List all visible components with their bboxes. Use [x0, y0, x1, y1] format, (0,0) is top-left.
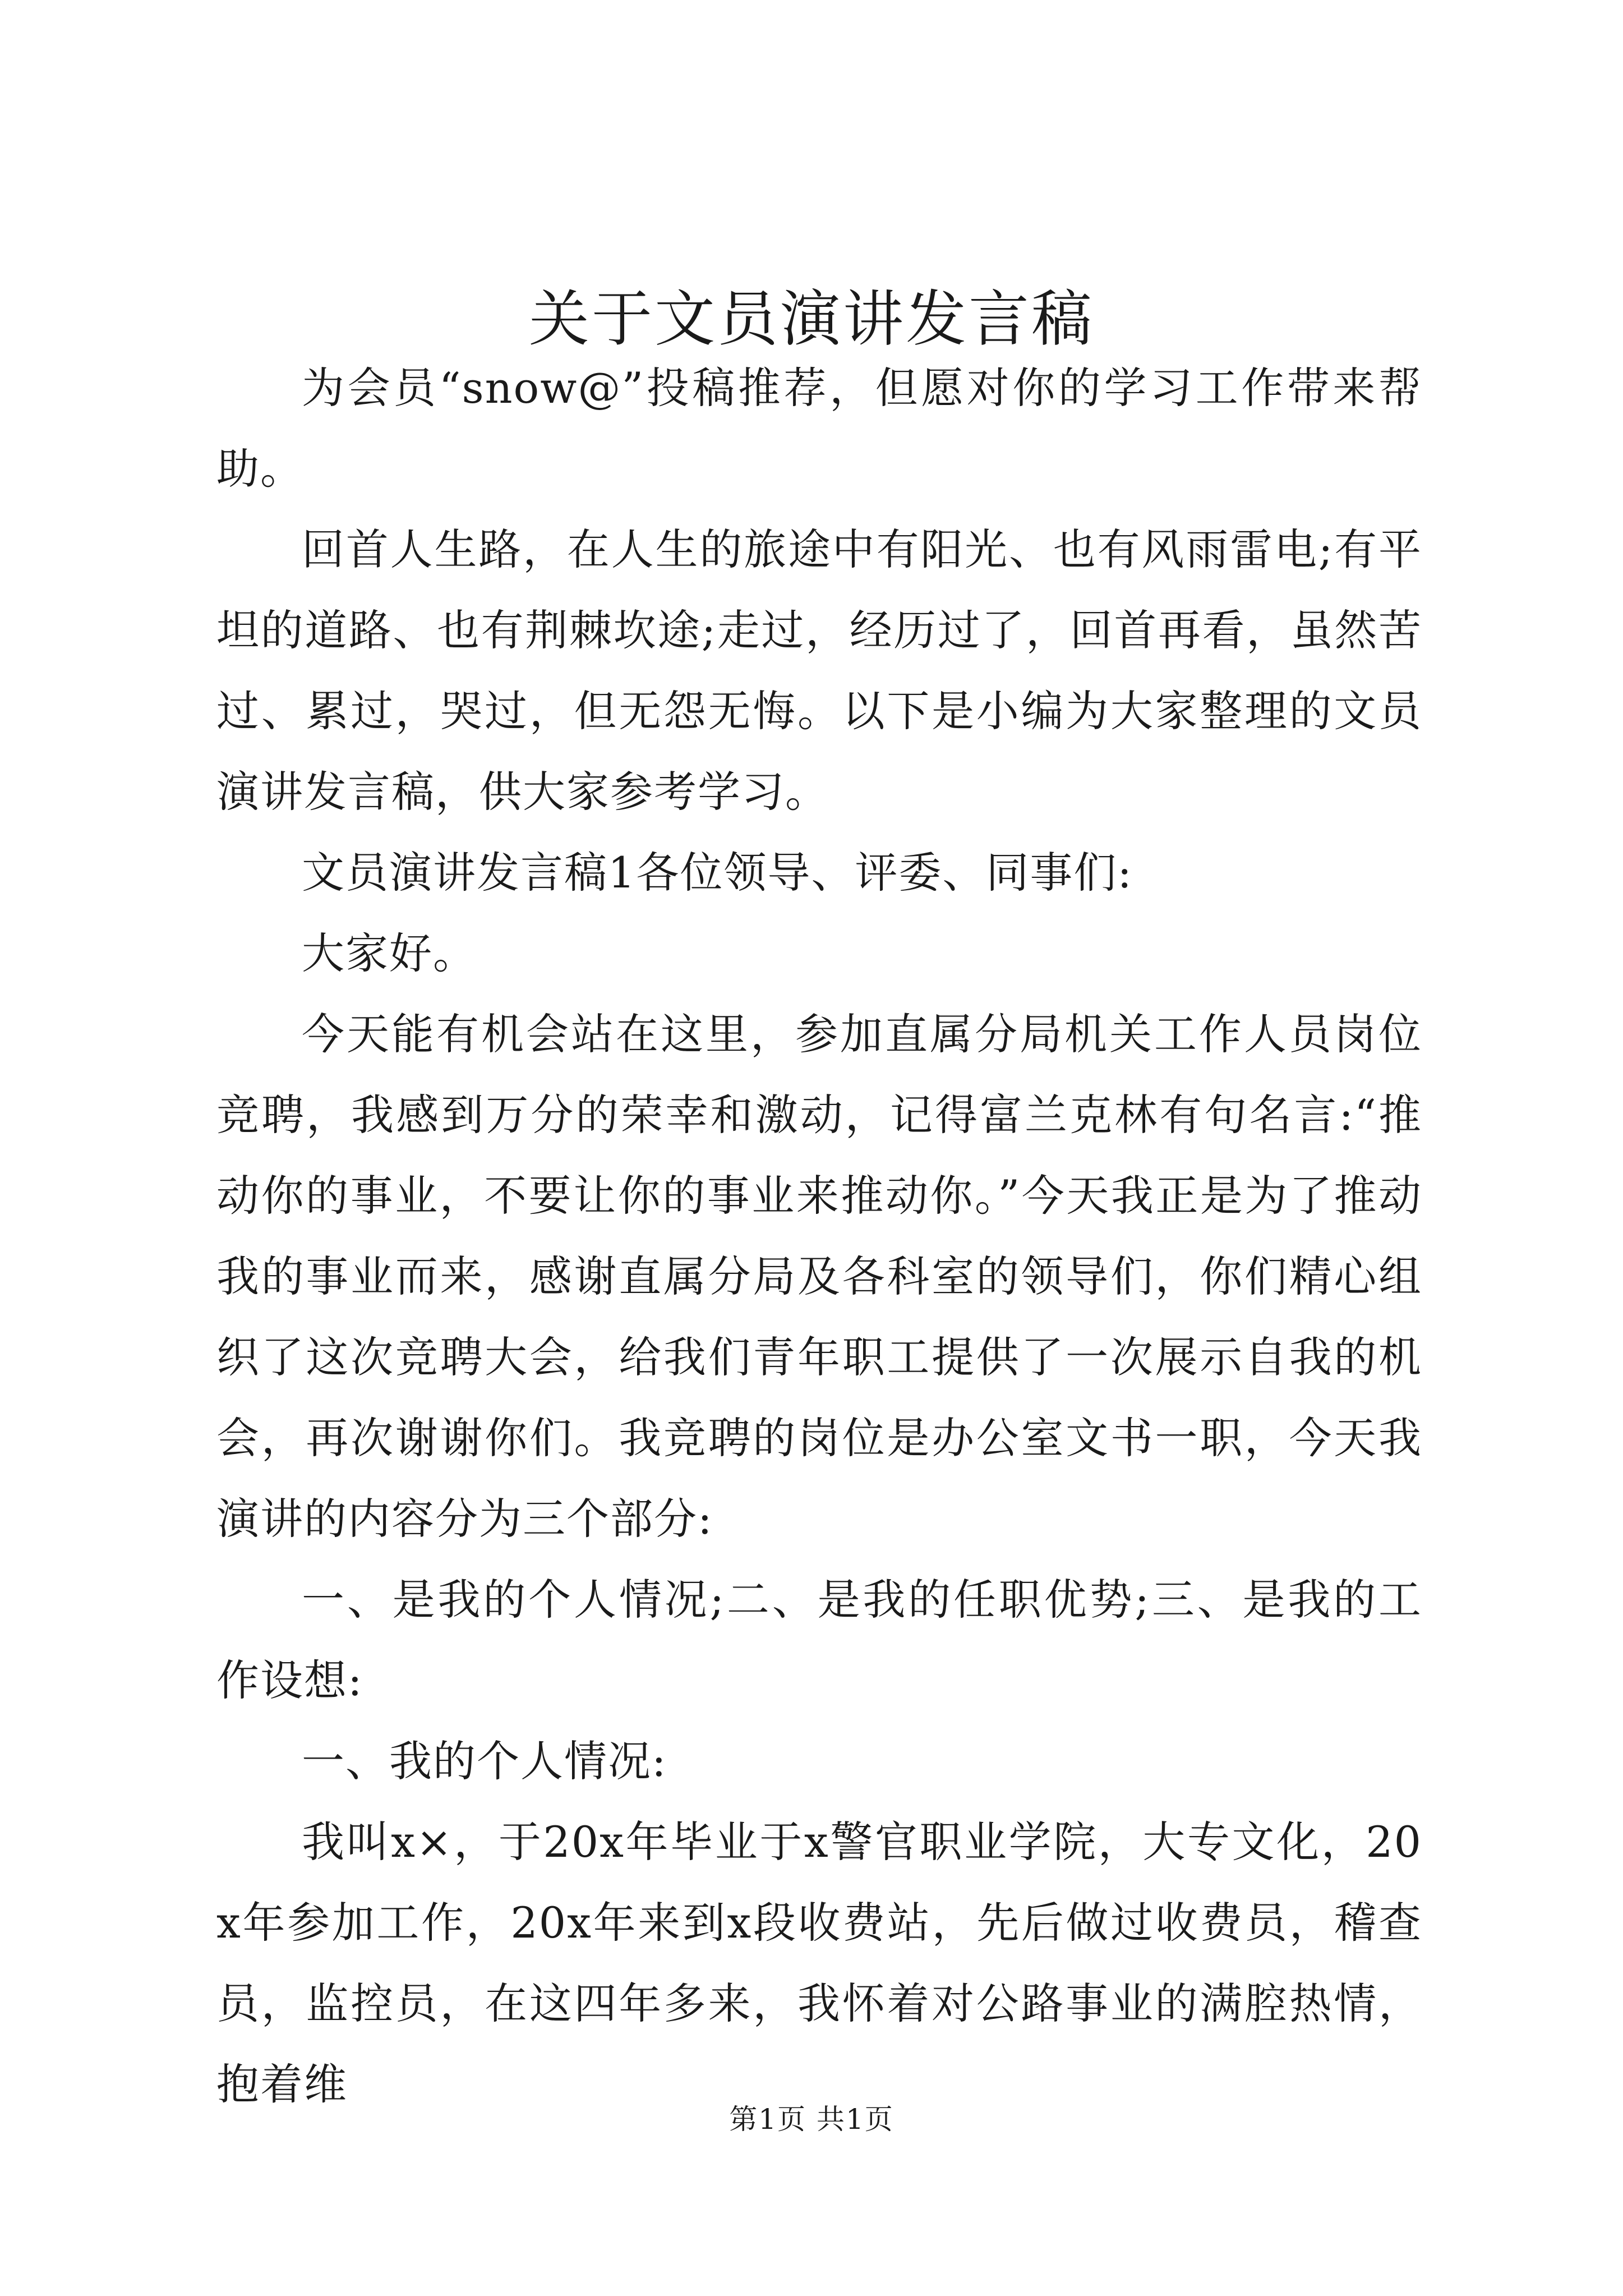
paragraph-opening: 今天能有机会站在这里，参加直属分局机关工作人员岗位竞聘，我感到万分的荣幸和激动，记得富兰克林有句名言:“推动你的事业，不要让你的事业来推动你。”今天我正是为了推动我的事业而来，感谢直属分局及各科室的领导们，你们精心组织了这次竞聘大会，给我们青年职工提供了一次展示自我的机会，再次谢谢你们。我竞聘的岗位是办公室文书一职，今天我演讲的内容分为三个部分: — [216, 1009, 1422, 1544]
paragraph-personal: 我叫x×，于20x年毕业于x警官职业学院，大专文化，20x年参加工作，20x年来到x段收费站，先后做过收费员，稽查员，监控员，在这四年多来，我怀着对公路事业的满腔热情，抱着维 — [216, 1817, 1422, 2109]
paragraph-salutation: 文员演讲发言稿1各位领导、评委、同事们: — [302, 848, 1133, 898]
paragraph-greeting: 大家好。 — [302, 928, 477, 978]
paragraph-outline: 一、是我的个人情况;二、是我的任职优势;三、是我的工作设想: — [216, 1575, 1422, 1705]
page-footer: 第1页 共1页 — [729, 2103, 894, 2136]
paragraph-preface: 回首人生路，在人生的旅途中有阳光、也有风雨雷电;有平坦的道路、也有荆棘坎途;走过，经历过了，回首再看，虽然苦过、累过，哭过，但无怨无悔。以下是小编为大家整理的文员演讲发言稿，供大家参考学习。 — [216, 524, 1422, 817]
document-title: 关于文员演讲发言稿 — [528, 284, 1094, 355]
section-heading-personal: 一、我的个人情况: — [302, 1736, 667, 1786]
document-body — [216, 348, 1422, 2125]
paragraph-intro: 为会员“snow@”投稿推荐，但愿对你的学习工作带来帮助。 — [216, 363, 1422, 494]
